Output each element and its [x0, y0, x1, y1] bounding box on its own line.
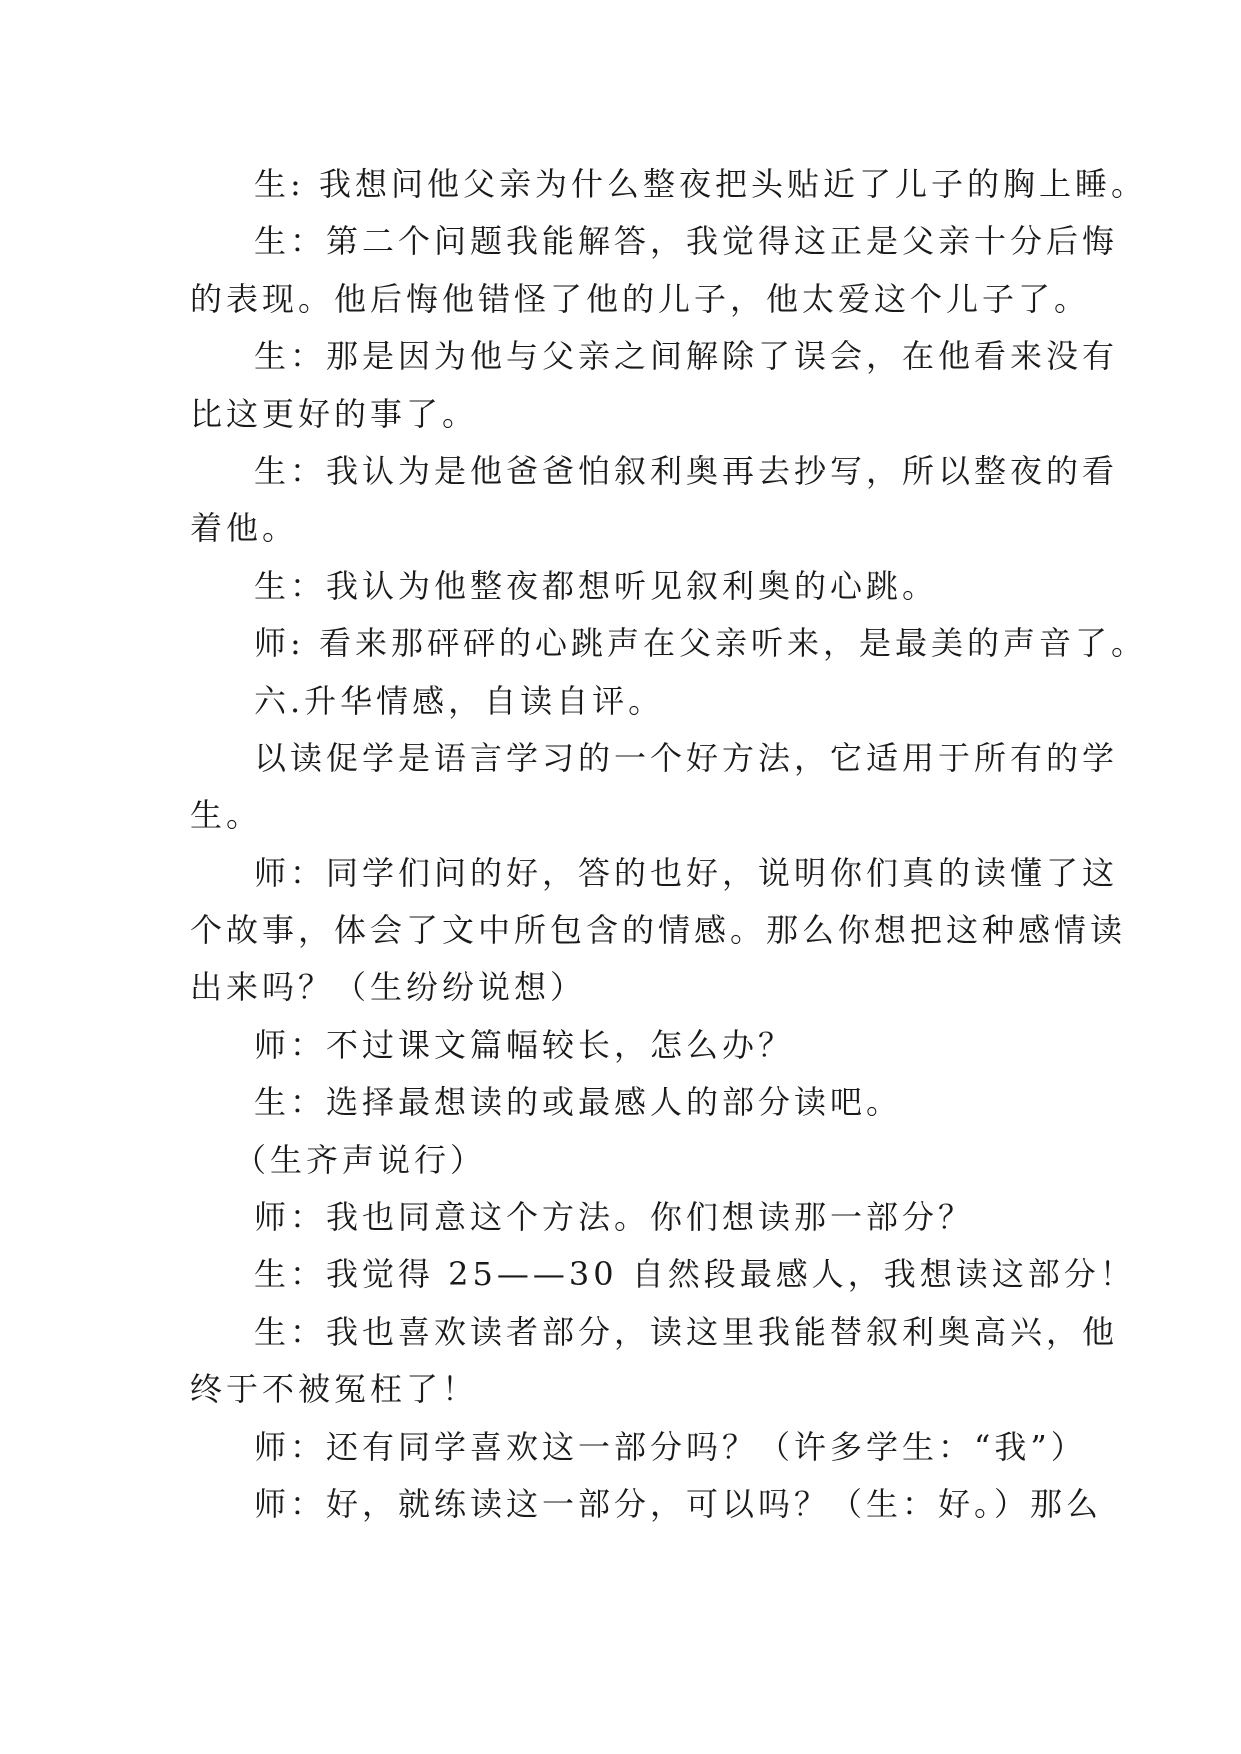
text-line: 出来吗？（生纷纷说想） [190, 968, 587, 1007]
section-heading: 六.升华情感，自读自评。 [254, 681, 665, 720]
text-line: 师：好，就练读这一部分，可以吗？（生：好。）那么 [254, 1484, 1103, 1523]
document-body [190, 156, 1147, 1533]
text-line: 生。 [190, 796, 263, 835]
text-line: 终于不被冤枉了！ [190, 1370, 479, 1409]
text-line: 生：选择最想读的或最感人的部分读吧。 [254, 1083, 903, 1122]
text-line: 生：我也喜欢读者部分，读这里我能替叙利奥高兴，他 [254, 1312, 1119, 1351]
text-line: 的表现。他后悔他错怪了他的儿子，他太爱这个儿子了。 [190, 279, 1091, 318]
text-line: 师：我也同意这个方法。你们想读那一部分？ [254, 1198, 975, 1237]
text-line: 以读促学是语言学习的一个好方法，它适用于所有的学 [254, 738, 1119, 777]
text-line: 师：同学们问的好，答的也好，说明你们真的读懂了这 [254, 853, 1119, 892]
text-line: 师：还有同学喜欢这一部分吗？（许多学生：“我”） [254, 1427, 1087, 1466]
text-line: 生：我觉得 25——30 自然段最感人，我想读这部分！ [254, 1255, 1136, 1294]
text-line: 师：不过课文篇幅较长，怎么办？ [254, 1025, 795, 1064]
text-line: 着他。 [190, 509, 299, 548]
text-line: （生齐声说行） [234, 1140, 487, 1179]
text-line: 生: 我想问他父亲为什么整夜把头贴近了儿子的胸上睡。 [254, 165, 1147, 203]
text-line: 比这更好的事了。 [190, 394, 479, 433]
text-line: 生：第二个问题我能解答，我觉得这正是父亲十分后悔 [254, 222, 1119, 261]
text-line: 师: 看来那砰砰的心跳声在父亲听来，是最美的声音了。 [254, 624, 1147, 663]
text-line: 个故事，体会了文中所包含的情感。那么你想把这种感情读 [190, 911, 1127, 950]
text-line: 生：我认为是他爸爸怕叙利奥再去抄写，所以整夜的看 [254, 451, 1119, 490]
text-line: 生：那是因为他与父亲之间解除了误会，在他看来没有 [254, 337, 1119, 376]
text-line: 生：我认为他整夜都想听见叙利奥的心跳。 [254, 566, 939, 605]
